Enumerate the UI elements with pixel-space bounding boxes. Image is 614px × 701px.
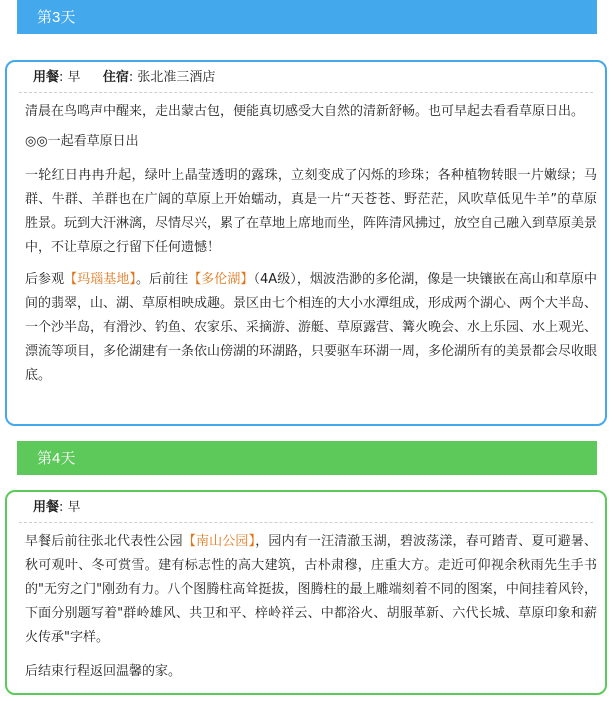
day4-meta [19,492,593,523]
day3-paragraph-3: 一轮红日冉冉升起，绿叶上晶莹透明的露珠，立刻变成了闪烁的珍珠；各种植物转眼一片嫩绿；马群、牛群、羊群也在广阔的草原上开始蠕动，真是一片“天苍苍、野茫茫，风吹草低见牛羊”的草原胜景。玩到大汗淋漓，尽情尽兴，累了在草地上席地而坐，阵阵清风拂过，放空自己融入到草原美景中，不让草原之行留下任何遗憾！ [25,168,598,255]
day4-meal-value: : 早 [59,500,81,515]
day3-card [5,60,607,426]
day3-meta [19,62,593,93]
nanshan-park-link[interactable]: 【南山公园】 [182,534,256,549]
day4-title: 第4天 [37,450,76,467]
agate-base-link[interactable]: 【玛瑙基地】 [64,272,136,287]
day3-p4-text-c: （4A级），烟波浩渺的多伦湖，像是一块镶嵌在高山和草原中间的翡翠，山、湖、草原相映成趣。景区由七个相连的大小水潭组成，形成两个湖心、两个大半岛、一个沙半岛，有滑沙、钓鱼、农家乐、采摘游、游艇、草原露营、篝火晚会、水上乐园、水上观光、漂流等项目，多伦湖建有一条依山傍湖的环湖路，只要驱车环湖一周，多伦湖所有的美景都会尽收眼底。 [25,272,598,383]
day3-banner [17,0,597,34]
day3-paragraph-4 [25,268,597,388]
day4-paragraph-2: 后结束行程返回温馨的家。 [25,664,182,679]
day4-p1-text-a: 早餐后前往张北代表性公园 [25,534,183,549]
day4-meal-label: 用餐 [33,500,60,515]
day3-stay-label: 住宿 [102,70,129,85]
day3-content [7,100,605,388]
day3-stay-value: : 张北准三酒店 [128,70,216,85]
day4-card [5,490,607,695]
day3-p4-text-a: 后参观 [25,272,65,287]
day4-paragraph-1 [25,530,597,650]
day3-paragraph-2: ◎◎一起看草原日出 [25,134,139,149]
day3-paragraph-1: 清晨在鸟鸣声中醒来，走出蒙古包，便能真切感受大自然的清新舒畅。也可早起去看看草原日出。 [25,104,585,119]
day4-banner [17,441,597,475]
day3-p4-text-b: 。后前往 [135,272,189,287]
duolun-lake-link[interactable]: 【多伦湖】 [188,272,254,287]
day3-meal-value: : 早 [59,70,81,85]
day4-content [7,530,605,684]
day3-title: 第3天 [37,9,76,26]
day4-p1-text-b: ，园内有一汪清澈玉湖，碧波荡漾，春可踏青、夏可避暑、秋可观叶、冬可赏雪。建有标志性的高大建筑，古朴肃穆，庄重大方。走近可仰视余秋雨先生手书的"无穷之门"刚劲有力。八个图腾柱高耸挺拔，图腾柱的最上雕端刻着不同的图案，中间挂着风铃，下面分别题写着"群岭雄风、共卫和平、梓岭祥云、中都浴火、胡服革新、六代长城、草原印象和薪火传承"字样。 [25,534,597,645]
day3-meal-label: 用餐 [33,70,60,85]
